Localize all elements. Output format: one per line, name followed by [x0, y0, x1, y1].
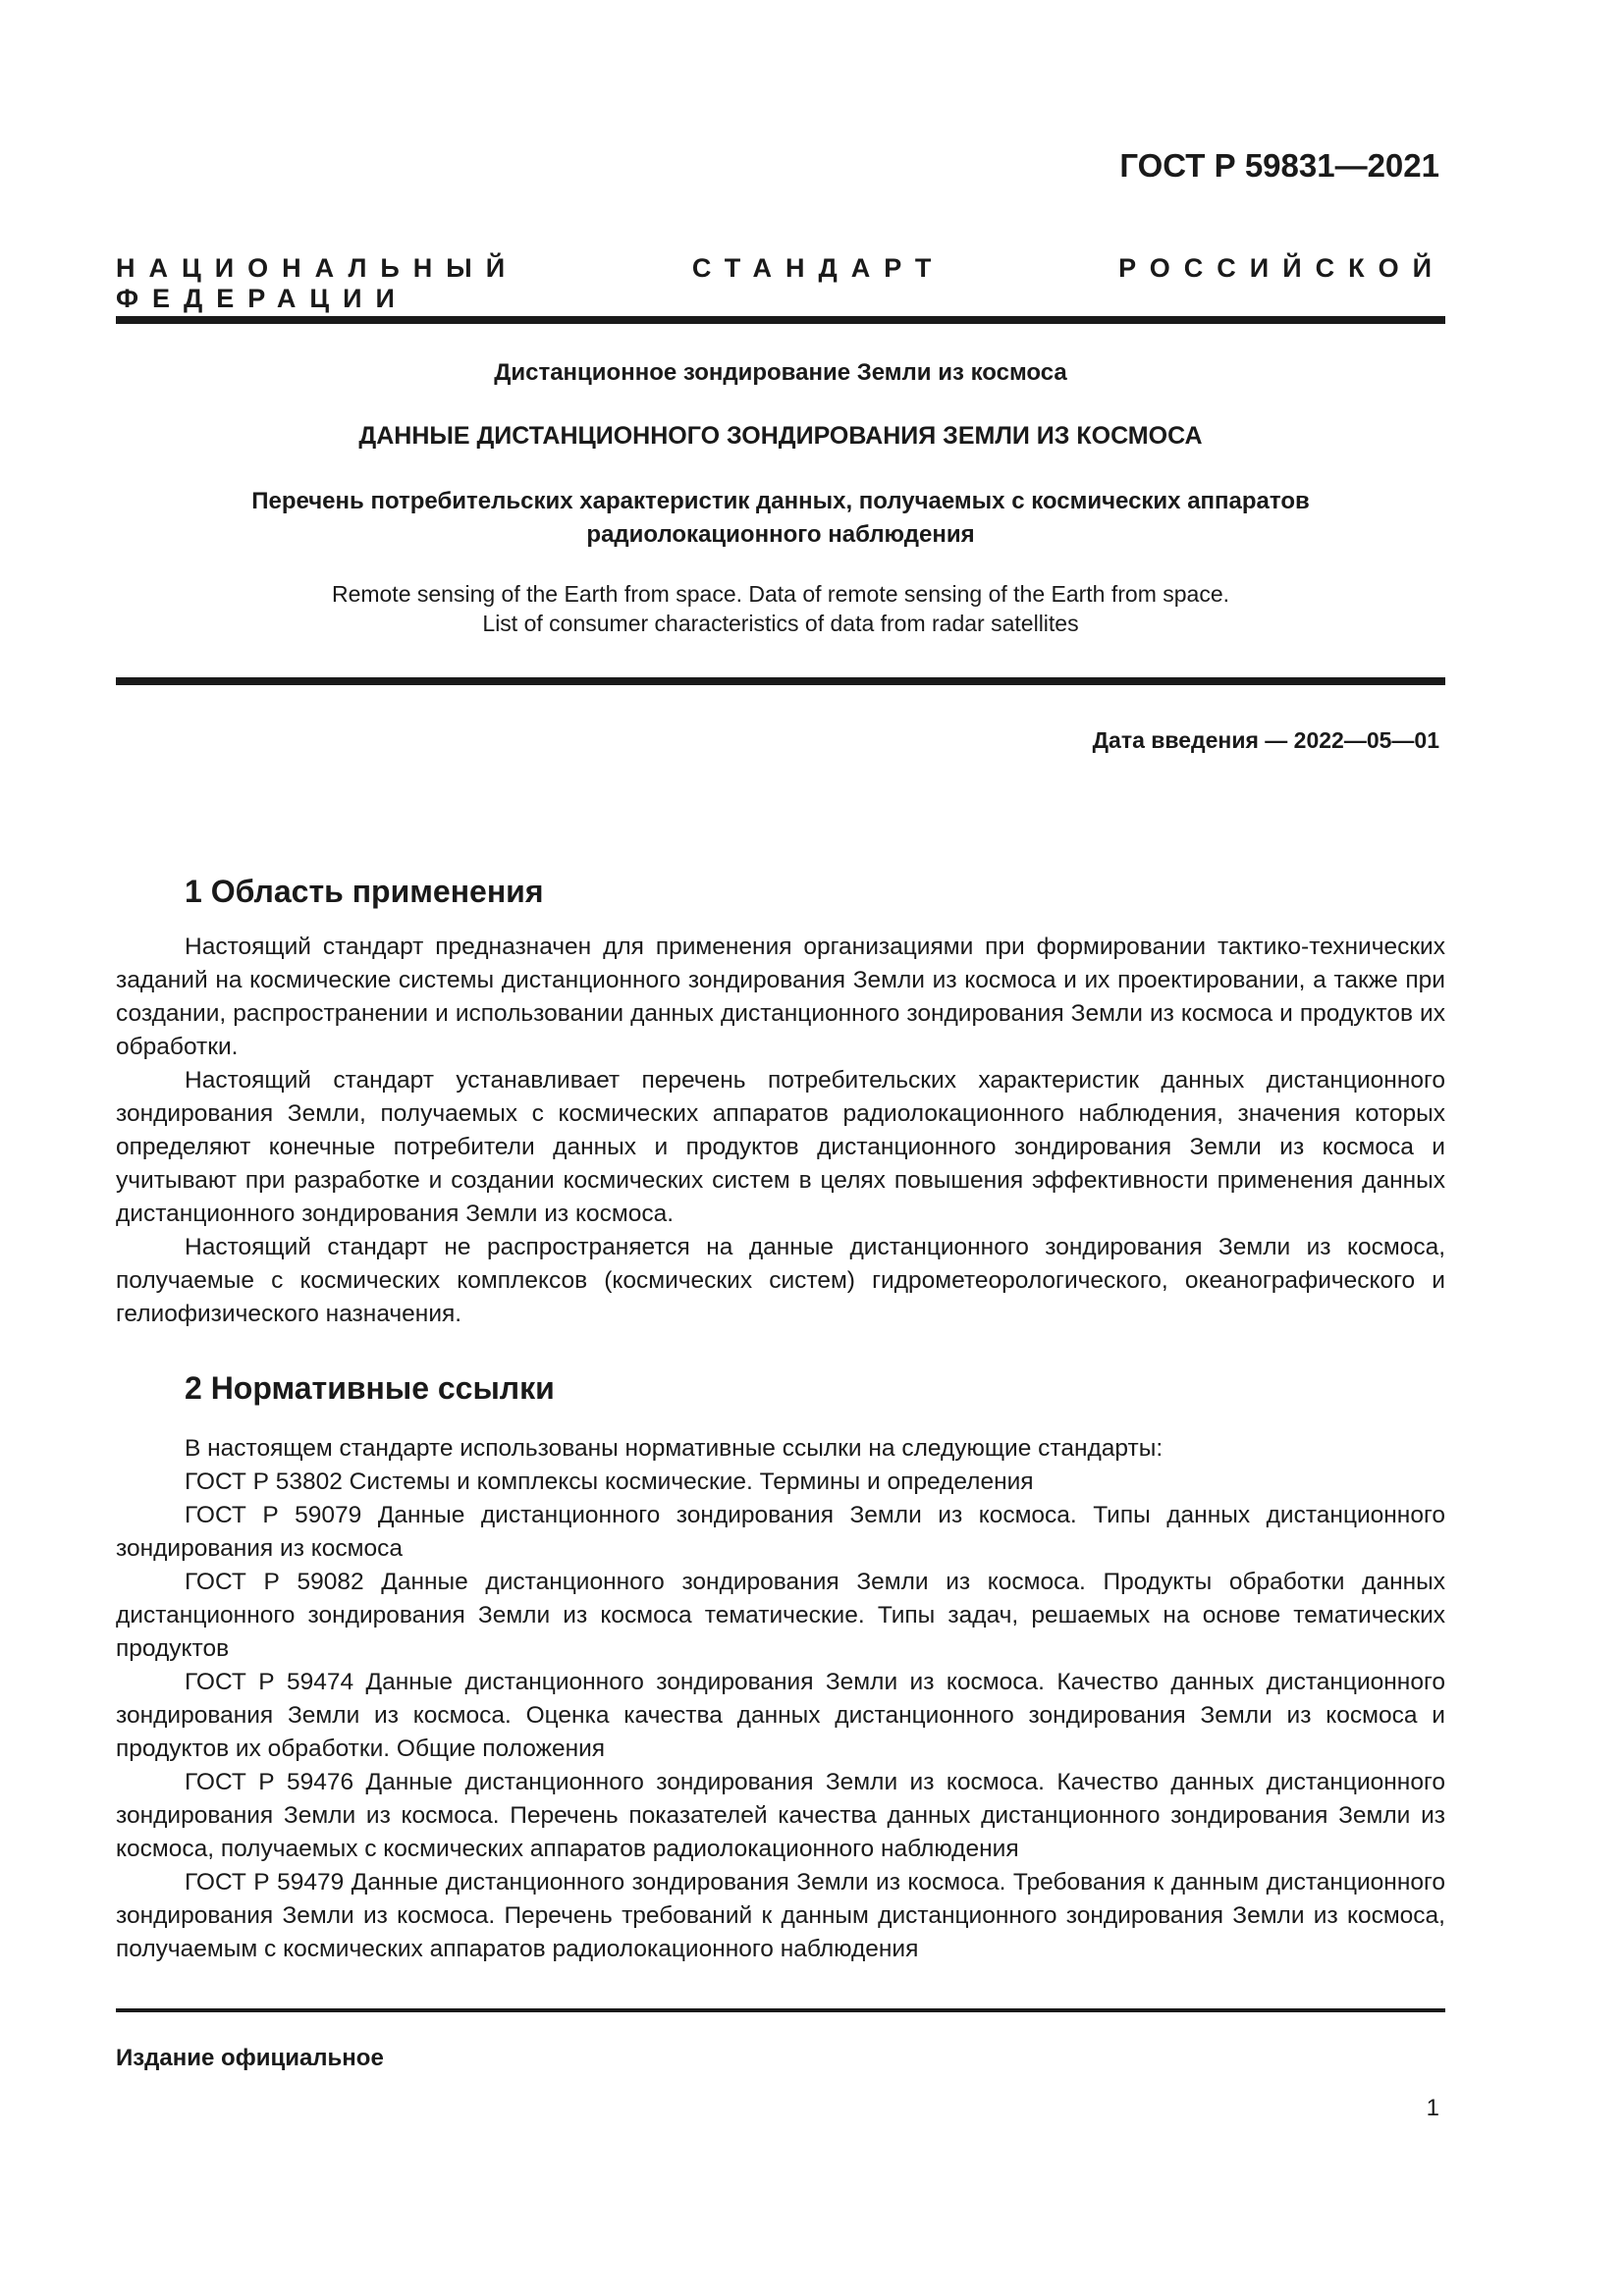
- section-heading-scope: 1 Область применения: [185, 874, 544, 909]
- paragraph: В настоящем стандарте использованы нормативные ссылки на следующие стандарты:: [185, 1435, 1164, 1462]
- section-heading-references: 2 Нормативные ссылки: [185, 1370, 555, 1406]
- english-title-line-2: List of consumer characteristics of data from radar satellites: [482, 611, 1079, 636]
- english-title: [116, 579, 1445, 638]
- footer-rule: [116, 2008, 1445, 2012]
- paragraph: Настоящий стандарт не распространяется на данные дистанционного зондирования Земли из космоса, получаемые с космических комплексов (космических систем) гидрометеорологического, океанографического и гелиофизического назначения.: [116, 1234, 1445, 1327]
- reference-item: ГОСТ Р 59082 Данные дистанционного зондирования Земли из космоса. Продукты обработки данных дистанционного зондирования Земли из космоса тематические. Типы задач, решаемых на основе тематических продуктов: [116, 1569, 1445, 1662]
- reference-item: ГОСТ Р 53802 Системы и комплексы космические. Термины и определения: [185, 1468, 1034, 1495]
- reference-item: ГОСТ Р 59474 Данные дистанционного зондирования Земли из космоса. Качество данных дистанционного зондирования Земли из космоса. Оценка качества данных дистанционного зондирования Земли из космоса и продуктов их обработки. Общие положения: [116, 1669, 1445, 1762]
- english-title-line-1: Remote sensing of the Earth from space. Data of remote sensing of the Earth from space.: [331, 581, 1230, 607]
- reference-item: ГОСТ Р 59079 Данные дистанционного зондирования Земли из космоса. Типы данных дистанционного зондирования из космоса: [116, 1502, 1445, 1562]
- standard-number: ГОСТ Р 59831—2021: [1119, 147, 1439, 184]
- introduction-date: Дата введения — 2022—05—01: [1092, 727, 1439, 753]
- paragraph: Настоящий стандарт устанавливает перечень потребительских характеристик данных дистанционного зондирования Земли, получаемых с космических аппаратов радиолокационного наблюдения, значения которых определяют конечные потребители данных и продуктов дистанционного зондирования Земли из космоса и учитывают при разработке и создании космических систем в целях повышения эффективности применения данных дистанционного зондирования Земли из космоса.: [116, 1067, 1445, 1227]
- reference-item: ГОСТ Р 59479 Данные дистанционного зондирования Земли из космоса. Требования к данным дистанционного зондирования Земли из космоса. Перечень требований к данным дистанционного зондирования Земли из космоса, получаемым с космических аппаратов радиолокационного наблюдения: [116, 1869, 1445, 1962]
- subtitle: [116, 485, 1445, 552]
- section-body-references: [116, 1432, 1445, 1966]
- official-edition-label: Издание официальное: [116, 2045, 384, 2071]
- subtitle-line-2: радиолокационного наблюдения: [586, 521, 975, 548]
- section-body-scope: [116, 931, 1445, 1331]
- subject-title: Дистанционное зондирование Земли из космоса: [494, 359, 1067, 386]
- top-rule: [116, 316, 1445, 324]
- national-standard-label: НАЦИОНАЛЬНЫЙ СТАНДАРТ РОССИЙСКОЙ ФЕДЕРАЦИИ: [116, 253, 1445, 313]
- subtitle-line-1: Перечень потребительских характеристик данных, получаемых с космических аппаратов: [251, 488, 1310, 514]
- paragraph: Настоящий стандарт предназначен для применения организациями при формировании тактико-технических заданий на космические системы дистанционного зондирования Земли из космоса и их проектировании, а также при создании, распространении и использовании данных дистанционного зондирования Земли из космоса и продуктов их обработки.: [116, 934, 1445, 1060]
- page-number: 1: [1426, 2095, 1439, 2121]
- reference-item: ГОСТ Р 59476 Данные дистанционного зондирования Земли из космоса. Качество данных дистанционного зондирования Земли из космоса. Перечень показателей качества данных дистанционного зондирования Земли из космоса, получаемых с космических аппаратов радиолокационного наблюдения: [116, 1769, 1445, 1862]
- main-title: ДАННЫЕ ДИСТАНЦИОННОГО ЗОНДИРОВАНИЯ ЗЕМЛИ ИЗ КОСМОСА: [358, 422, 1203, 450]
- middle-rule: [116, 677, 1445, 685]
